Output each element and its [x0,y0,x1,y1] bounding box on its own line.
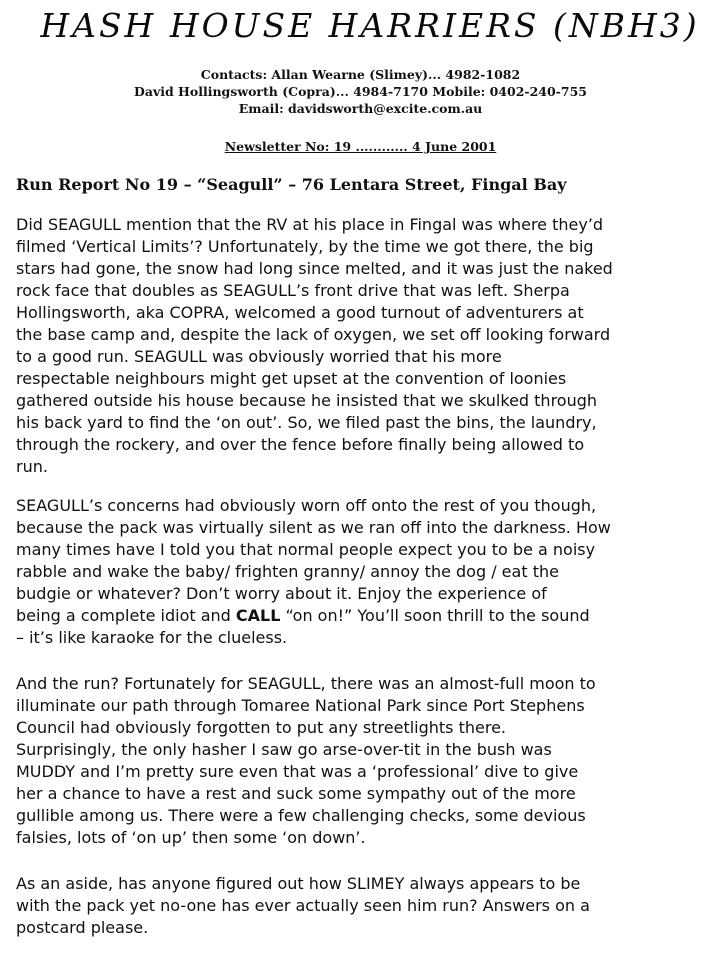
paragraph-1 [16,214,706,478]
paragraph-line: rock face that doubles as SEAGULL’s front drive that was left. Sherpa [16,281,570,300]
paragraph-line: gullible among us. There were a few challenging checks, some devious [16,806,586,825]
contacts-block [0,66,721,117]
paragraph-line: MUDDY and I’m pretty sure even that was a ‘professional’ dive to give [16,762,579,781]
paragraph-line: run. [16,457,48,476]
paragraph-line: the base camp and, despite the lack of oxygen, we set off looking forward [16,325,611,344]
paragraph-line: because the pack was virtually silent as we ran off into the darkness. How [16,518,611,537]
paragraph-line: his back yard to find the ‘on out’. So, we filed past the bins, the laundry, [16,413,597,432]
paragraph-line: postcard please. [16,918,149,937]
paragraph-4 [16,873,706,939]
paragraph-line: Surprisingly, the only hasher I saw go arse-over-tit in the bush was [16,740,552,759]
call-emphasis: CALL [235,606,281,625]
paragraph-2 [16,495,706,649]
newsletter-number: Newsletter No: 19 ............ 4 June 2001 [224,139,497,154]
paragraph-line: gathered outside his house because he insisted that we skulked through [16,391,598,410]
paragraph-line: Did SEAGULL mention that the RV at his place in Fingal was where they’d [16,215,604,234]
email-line: Email: davidsworth@excite.com.au [238,101,483,116]
run-report-title: Run Report No 19 – “Seagull” – 76 Lentara Street, Fingal Bay [16,175,567,194]
call-text-before: being a complete idiot and [16,606,236,625]
paragraph-line: SEAGULL’s concerns had obviously worn off onto the rest of you though, [16,496,597,515]
masthead-title: HASH HOUSE HARRIERS (NBH3) [40,6,700,45]
paragraph-line: rabble and wake the baby/ frighten granny/ annoy the dog / eat the [16,562,559,581]
contacts-line-2: David Hollingsworth (Copra)... 4984-7170 Mobile: 0402-240-755 [134,84,587,99]
paragraph-line: with the pack yet no-one has ever actually seen him run? Answers on a [16,896,590,915]
paragraph-line: And the run? Fortunately for SEAGULL, there was an almost-full moon to [16,674,596,693]
paragraph-line: budgie or whatever? Don’t worry about it. Enjoy the experience of [16,584,547,603]
paragraph-line: Council had obviously forgotten to put any streetlights there. [16,718,507,737]
paragraph-line: respectable neighbours might get upset at the convention of loonies [16,369,567,388]
paragraph-line: – it’s like karaoke for the clueless. [16,628,288,647]
paragraph-line: falsies, lots of ‘on up’ then some ‘on down’. [16,828,366,847]
paragraph-line: filmed ‘Vertical Limits’? Unfortunately, by the time we got there, the big [16,237,594,256]
paragraph-line: Hollingsworth, aka COPRA, welcomed a good turnout of adventurers at [16,303,584,322]
paragraph-3 [16,673,706,849]
paragraph-line: to a good run. SEAGULL was obviously worried that his more [16,347,502,366]
paragraph-line: illuminate our path through Tomaree National Park since Port Stephens [16,696,585,715]
call-text-after: “on on!” You’ll soon thrill to the sound [280,606,590,625]
paragraph-line: her a chance to have a rest and suck some sympathy out of the more [16,784,576,803]
contacts-line-1: Contacts: Allan Wearne (Slimey)... 4982-1082 [200,67,521,82]
paragraph-line: through the rockery, and over the fence before finally being allowed to [16,435,585,454]
paragraph-line: As an aside, has anyone figured out how SLIMEY always appears to be [16,874,581,893]
paragraph-line: many times have I told you that normal people expect you to be a noisy [16,540,596,559]
paragraph-line-call [16,605,706,627]
paragraph-line: stars had gone, the snow had long since melted, and it was just the naked [16,259,613,278]
